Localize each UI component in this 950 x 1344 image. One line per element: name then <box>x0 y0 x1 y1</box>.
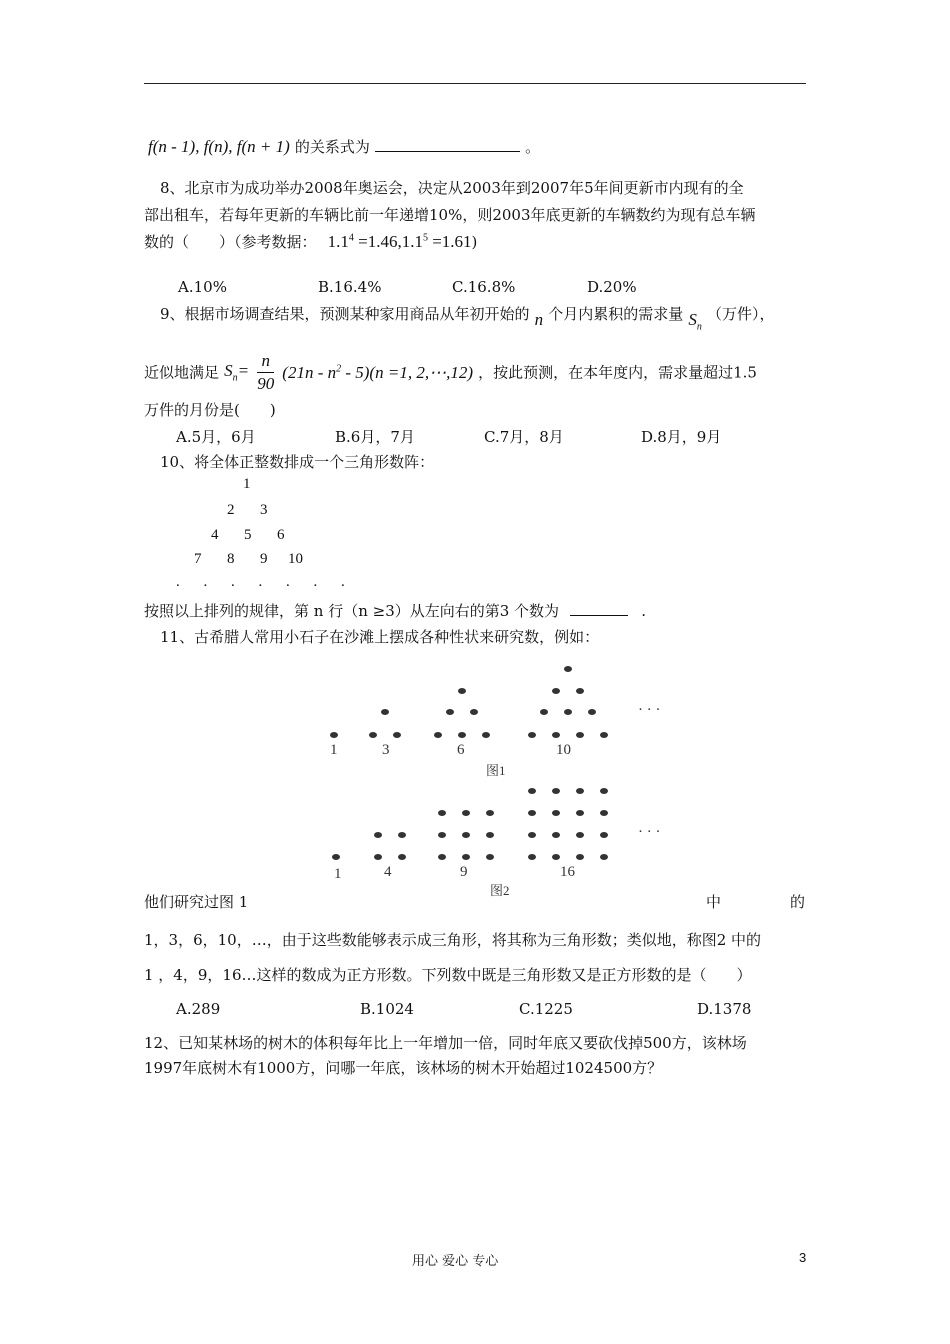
triangle-row-2-n2: 3 <box>260 502 268 518</box>
fig1-ellipsis: · · · <box>638 702 661 718</box>
pebble <box>486 854 494 860</box>
question-9-line3: 万件的月份是( ) <box>144 401 276 419</box>
q10-answer-blank[interactable] <box>570 615 628 616</box>
question-7-tail <box>148 137 540 157</box>
pebble <box>528 732 536 738</box>
variable-n: n <box>534 310 544 329</box>
q9-option-b[interactable]: B.6月，7月 <box>335 428 415 446</box>
q9-text-d: ，按此预测，在本年度内，需求量超过1.5 <box>478 363 757 382</box>
pebble <box>374 832 382 838</box>
pebble <box>462 832 470 838</box>
pebble <box>482 732 490 738</box>
pebble <box>552 854 560 860</box>
question-9-line2 <box>144 350 757 395</box>
pebble <box>552 832 560 838</box>
q9-text-c: （万件）， <box>706 305 775 323</box>
triangle-row-4-n3: 9 <box>260 551 268 567</box>
q10-text: 按照以上排列的规律，第 n 行（n ≥3）从左向右的第3 个数为 <box>144 602 560 620</box>
pebble <box>398 854 406 860</box>
reference-data: $1.1^4 =1.46,1.1^5 =1.61$ <box>327 232 472 251</box>
q8-option-c[interactable]: C.16.8% <box>452 278 516 296</box>
q10-end: . <box>641 602 647 620</box>
pebble <box>458 688 466 694</box>
pebble <box>528 832 536 838</box>
pebble <box>600 788 608 794</box>
pebble <box>446 709 454 715</box>
question-11-line3: 1 ，4，9，16…这样的数成为正方形数。下列数中既是三角形数又是正方形数的是（ ） <box>144 966 752 984</box>
header-rule <box>144 83 806 84</box>
pebble <box>576 854 584 860</box>
question-10-title: 10、将全体正整数排成一个三角形数阵： <box>160 453 435 471</box>
q11-option-d[interactable]: D.1378 <box>697 1000 752 1018</box>
pebble <box>552 688 560 694</box>
pebble <box>552 732 560 738</box>
pebble <box>458 732 466 738</box>
pebble <box>576 732 584 738</box>
question-10-tail <box>144 601 646 621</box>
q11-option-b[interactable]: B.1024 <box>360 1000 414 1018</box>
pebble <box>462 854 470 860</box>
end-punct: 。 <box>525 138 541 156</box>
question-11-line1-a: 他们研究过图 1 <box>144 893 249 911</box>
triangle-row-3-n1: 4 <box>211 527 219 543</box>
triangle-row-1-n1: 1 <box>243 476 251 492</box>
pebble <box>576 788 584 794</box>
triangle-row-4-n2: 8 <box>227 551 235 567</box>
fig2-label-1: 1 <box>334 866 342 882</box>
q9-option-a[interactable]: A.5月，6月 <box>176 428 256 446</box>
variable-s: $S_n$ <box>688 310 702 333</box>
pebble <box>438 854 446 860</box>
pebble <box>381 709 389 715</box>
pebble <box>374 854 382 860</box>
pebble <box>438 832 446 838</box>
page-number: 3 <box>799 1250 807 1265</box>
question-11-line2: 1，3，6，10，…，由于这些数能够表示成三角形，将其称为三角形数；类似地，称图2 中的 <box>144 931 762 949</box>
pebble <box>528 854 536 860</box>
pebble <box>600 732 608 738</box>
pebble <box>552 810 560 816</box>
pebble <box>462 810 470 816</box>
pebble <box>438 810 446 816</box>
question-8-line3 <box>144 232 477 252</box>
ref-close: ) <box>471 233 478 251</box>
pebble <box>588 709 596 715</box>
triangle-row-4-n4: 10 <box>288 551 303 567</box>
q8-option-a[interactable]: A.10% <box>178 278 227 296</box>
fig1-label-3: 3 <box>382 742 390 758</box>
function-expression: f(n - 1), f(n), f(n + 1) <box>148 137 290 156</box>
pebble <box>576 810 584 816</box>
q9-option-c[interactable]: C.7月，8月 <box>484 428 564 446</box>
fig1-label-1: 1 <box>330 742 338 758</box>
pebble <box>600 810 608 816</box>
pebble <box>486 832 494 838</box>
formula: $S_n=$ <box>224 361 250 384</box>
pebble <box>369 732 377 738</box>
q11-option-c[interactable]: C.1225 <box>519 1000 573 1018</box>
pebble <box>332 854 340 860</box>
q9-text-b: 个月内累积的需求量 <box>548 305 684 323</box>
pebble <box>576 832 584 838</box>
q9-option-d[interactable]: D.8月，9月 <box>641 428 722 446</box>
question-8-line2: 部出租车，若每年更新的车辆比前一年递增10%，则2003年底更新的车辆数约为现有总车辆 <box>144 206 756 224</box>
q8-option-b[interactable]: B.16.4% <box>318 278 382 296</box>
pebble <box>398 832 406 838</box>
pebble <box>600 832 608 838</box>
fig1-label-6: 6 <box>457 742 465 758</box>
fig2-caption: 图2 <box>490 883 510 898</box>
fig2-label-9: 9 <box>460 864 468 880</box>
pebble <box>600 854 608 860</box>
pebble <box>330 732 338 738</box>
fig2-label-4: 4 <box>384 864 392 880</box>
fig1-label-10: 10 <box>556 742 571 758</box>
q11-option-a[interactable]: A.289 <box>176 1000 221 1018</box>
q9-approx-label: 近似地满足 <box>144 363 220 382</box>
answer-blank[interactable] <box>375 151 520 152</box>
pebble-figure <box>286 660 696 898</box>
relation-label: 的关系式为 <box>294 138 370 156</box>
question-8-line1: 8、北京市为成功举办2008年奥运会，决定从2003年到2007年5年间更新市内现有的全 <box>160 179 744 197</box>
q9-text-a: 9、根据市场调查结果，预测某种家用商品从年初开始的 <box>160 305 530 323</box>
q8-option-d[interactable]: D.20% <box>587 278 637 296</box>
question-11-title: 11、古希腊人常用小石子在沙滩上摆成各种性状来研究数，例如： <box>160 628 600 646</box>
fig2-ellipsis: · · · <box>638 824 661 840</box>
pebble <box>470 709 478 715</box>
formula-fraction: $\frac{n}{90}$ <box>257 351 275 393</box>
pebble <box>564 709 572 715</box>
footer-motto: 用心 爱心 专心 <box>412 1254 499 1269</box>
formula-rest: $(21n - n^2 - 5)(n =1$, 2,⋯,12) <box>282 362 473 382</box>
triangle-continuation: . . . . . . . <box>176 574 355 590</box>
question-11-line1-c: 的 <box>790 893 806 911</box>
triangle-row-3-n3: 6 <box>277 527 285 543</box>
pebble <box>486 810 494 816</box>
fig1-caption: 图1 <box>486 763 506 778</box>
triangle-row-3-n2: 5 <box>244 527 252 543</box>
pebble <box>528 810 536 816</box>
question-12-line2: 1997年底树木有1000方，问哪一年底，该林场的树木开始超过1024500方？ <box>144 1059 663 1077</box>
pebble <box>528 788 536 794</box>
q8-text: 数的（ ）（参考数据： <box>144 233 317 251</box>
triangle-row-2-n1: 2 <box>227 502 235 518</box>
pebble <box>434 732 442 738</box>
pebble <box>393 732 401 738</box>
question-12-line1: 12、已知某林场的树木的体积每年比上一年增加一倍，同时年底又要砍伐掉500方，该林场 <box>144 1034 747 1052</box>
fig2-label-16: 16 <box>560 864 575 880</box>
pebble <box>552 788 560 794</box>
triangle-row-4-n1: 7 <box>194 551 202 567</box>
question-9-line1 <box>160 304 775 333</box>
pebble <box>576 688 584 694</box>
pebble <box>564 666 572 672</box>
question-11-line1-b: 中 <box>706 893 722 911</box>
pebble <box>540 709 548 715</box>
